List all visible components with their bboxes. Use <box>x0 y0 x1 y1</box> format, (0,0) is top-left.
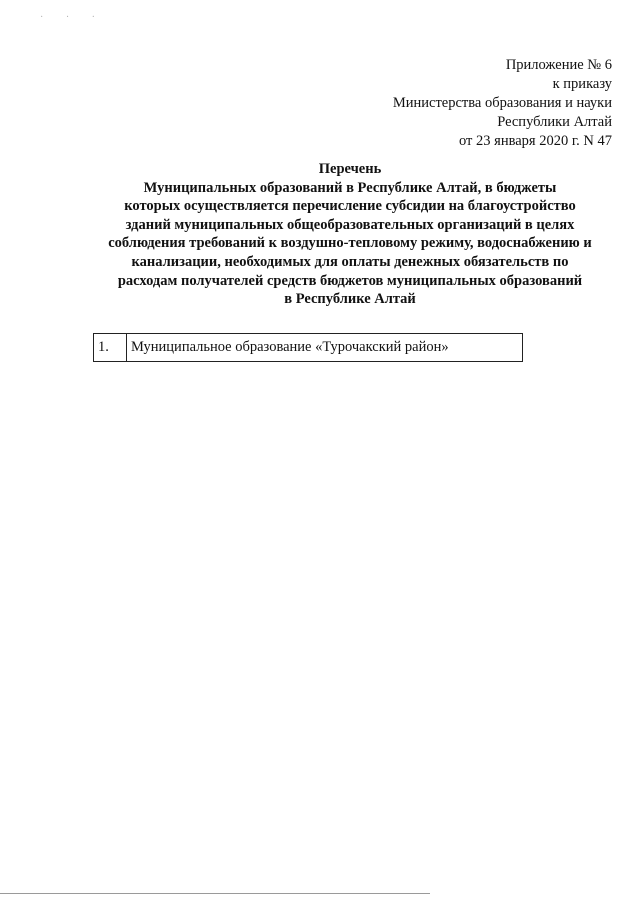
header-line-republic: Республики Алтай <box>497 114 612 130</box>
row-number: 1. <box>94 334 127 362</box>
title-line: зданий муниципальных общеобразовательных организаций в целях <box>125 216 575 233</box>
header-line-order: к приказу <box>552 76 612 92</box>
header-line-ministry: Министерства образования и науки <box>392 95 612 111</box>
page-bottom-divider <box>0 893 430 894</box>
title-heading: Перечень <box>318 161 382 177</box>
municipalities-table <box>93 333 523 362</box>
title-line: расходам получателей средств бюджетов муниципальных образований <box>117 272 583 289</box>
title-line: Муниципальных образований в Республике Алтай, в бюджеты <box>143 179 557 196</box>
municipality-name: Муниципальное образование «Турочакский район» <box>127 334 523 362</box>
title-line: которых осуществляется перечисление субсидии на благоустройство <box>124 198 576 215</box>
document-title <box>60 160 640 309</box>
scan-specks: · · · <box>40 12 105 23</box>
header-line-date: от 23 января 2020 г. N 47 <box>459 133 612 149</box>
title-line: в Республике Алтай <box>284 291 416 308</box>
header-line-appendix: Приложение № 6 <box>505 57 612 73</box>
approval-header <box>393 56 612 151</box>
title-line: соблюдения требований к воздушно-тепловому режиму, водоснабжению и <box>108 235 592 252</box>
title-line: канализации, необходимых для оплаты денежных обязательств по <box>131 253 569 270</box>
table-row <box>94 334 523 362</box>
